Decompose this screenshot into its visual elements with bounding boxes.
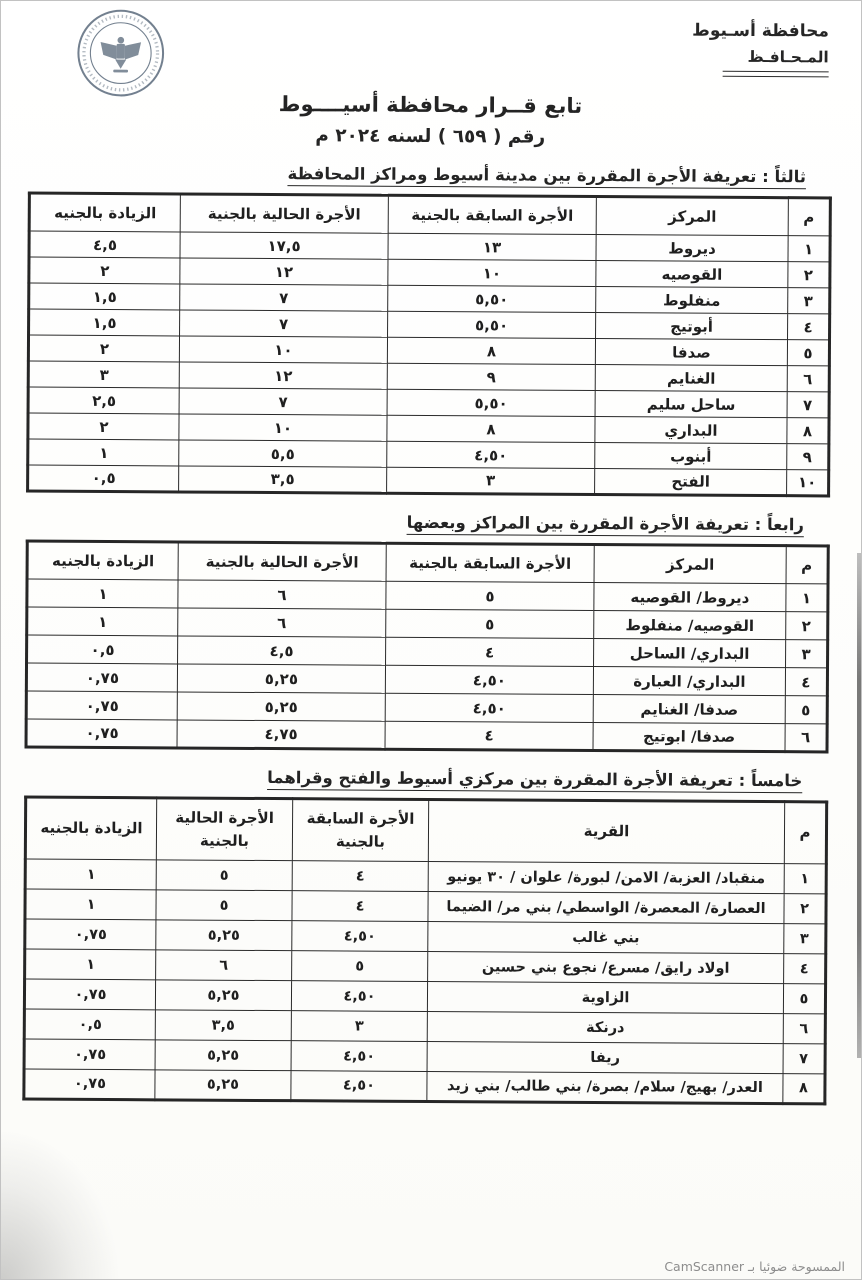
column-header: المركز bbox=[594, 545, 786, 584]
increase: ١,٥ bbox=[29, 283, 180, 310]
current-fare: ٧ bbox=[179, 388, 387, 415]
table-row bbox=[26, 719, 827, 752]
current-fare: ٦ bbox=[156, 950, 292, 981]
section-heading: ثالثاً : تعريفة الأجرة المقررة بين مدينة أسيوط ومراكز المحافظة bbox=[287, 164, 807, 187]
row-number: ٥ bbox=[785, 696, 827, 724]
increase: ٠,٧٥ bbox=[24, 979, 155, 1010]
current-fare: ١٠ bbox=[179, 336, 387, 363]
previous-fare: ٥,٥٠ bbox=[387, 389, 595, 416]
row-name: اولاد رايق/ مسرع/ نجوع بني حسين bbox=[428, 951, 784, 983]
previous-fare: ٤,٥٠ bbox=[292, 921, 428, 952]
current-fare: ٥ bbox=[156, 860, 292, 891]
column-header: الزيادة بالجنيه bbox=[29, 193, 180, 232]
increase: ٠,٥ bbox=[28, 465, 179, 492]
row-number: ١ bbox=[784, 864, 826, 894]
current-fare: ٥,٢٥ bbox=[156, 920, 292, 951]
table-row bbox=[24, 979, 825, 1014]
header-row bbox=[27, 541, 828, 584]
increase: ١ bbox=[25, 859, 156, 890]
column-header: الأجرة الحالية بالجنية bbox=[180, 194, 388, 233]
previous-fare: ٣ bbox=[387, 467, 595, 494]
row-number: ٨ bbox=[787, 418, 829, 444]
previous-fare: ٥ bbox=[386, 581, 594, 610]
column-header: الأجرة السابقة بالجنية bbox=[386, 543, 594, 582]
increase: ١ bbox=[28, 439, 179, 466]
previous-fare: ٥,٥٠ bbox=[388, 311, 596, 338]
letterhead bbox=[692, 21, 829, 78]
letterhead-header bbox=[29, 11, 833, 94]
row-name: منفلوط bbox=[596, 287, 788, 314]
previous-fare: ٤,٥٠ bbox=[291, 1041, 427, 1072]
row-name: العدر/ بهيج/ سلام/ بصرة/ بني طالب/ بني زيد bbox=[427, 1071, 783, 1103]
row-name: ريفا bbox=[427, 1041, 783, 1073]
fares-table-city-centers bbox=[26, 192, 832, 498]
section-city-to-centers bbox=[26, 163, 832, 498]
row-number: ٧ bbox=[783, 1044, 825, 1074]
row-number: ٥ bbox=[787, 340, 829, 366]
row-number: ٤ bbox=[785, 668, 827, 696]
row-name: صدفا/ ابوتيج bbox=[593, 723, 785, 752]
current-fare: ٥,٢٥ bbox=[155, 1070, 291, 1101]
column-header: م bbox=[788, 198, 830, 236]
increase: ١ bbox=[27, 607, 178, 636]
current-fare: ١٢ bbox=[180, 258, 388, 285]
row-name: ديروط bbox=[596, 235, 788, 262]
current-fare: ٥,٢٥ bbox=[155, 1040, 291, 1071]
increase: ٢ bbox=[28, 413, 179, 440]
fares-table-villages bbox=[22, 796, 828, 1106]
governor-office-title: المـحـافـظ bbox=[747, 47, 829, 67]
row-number: ٨ bbox=[783, 1074, 825, 1104]
table-row bbox=[24, 1039, 825, 1074]
current-fare: ٣,٥ bbox=[179, 466, 387, 493]
section-villages bbox=[22, 767, 828, 1106]
governorate-name: محافظة أسـيوط bbox=[692, 20, 829, 42]
increase: ٤,٥ bbox=[29, 231, 180, 258]
row-name: صدفا/ الغنايم bbox=[593, 695, 785, 724]
previous-fare: ٤,٥٠ bbox=[387, 441, 595, 468]
row-number: ٦ bbox=[785, 724, 827, 752]
previous-fare: ٩ bbox=[387, 363, 595, 390]
previous-fare: ٤,٥٠ bbox=[291, 1071, 427, 1102]
increase: ٠,٥ bbox=[27, 635, 178, 664]
table-row bbox=[25, 949, 826, 984]
scan-corner-smudge bbox=[0, 1129, 121, 1280]
previous-fare: ٥,٥٠ bbox=[388, 285, 596, 312]
row-number: ١ bbox=[786, 584, 828, 612]
row-name: ديروط/ القوصيه bbox=[594, 583, 786, 612]
row-name: منقباد/ العزبة/ الامن/ لبورة/ علوان / ٣٠ يونيو bbox=[428, 861, 784, 893]
row-number: ٣ bbox=[786, 640, 828, 668]
column-header: المركز bbox=[596, 197, 788, 236]
row-name: البداري bbox=[595, 417, 787, 444]
table-row bbox=[25, 859, 826, 894]
column-header: الزيادة بالجنيه bbox=[25, 797, 156, 860]
previous-fare: ١٠ bbox=[388, 259, 596, 286]
increase: ١,٥ bbox=[29, 309, 180, 336]
increase: ٠,٧٥ bbox=[25, 919, 156, 950]
current-fare: ٦ bbox=[178, 608, 386, 637]
current-fare: ٦ bbox=[178, 580, 386, 609]
row-number: ١ bbox=[788, 236, 830, 262]
row-name: بني غالب bbox=[428, 921, 784, 953]
section-between-centers bbox=[24, 511, 829, 754]
row-number: ٣ bbox=[784, 924, 826, 954]
column-header: الزيادة بالجنيه bbox=[27, 541, 178, 580]
current-fare: ١٢ bbox=[179, 362, 387, 389]
previous-fare: ٤,٥٠ bbox=[385, 665, 593, 694]
row-name: صدفا bbox=[595, 339, 787, 366]
row-number: ٣ bbox=[788, 288, 830, 314]
current-fare: ٤,٥ bbox=[178, 636, 386, 665]
row-name: العصارة/ المعصرة/ الواسطي/ بني مر/ الضيما bbox=[428, 891, 784, 923]
row-name: أبوتيج bbox=[596, 313, 788, 340]
row-number: ٦ bbox=[783, 1014, 825, 1044]
current-fare: ٥ bbox=[156, 890, 292, 921]
decision-number: رقم ( ٦٥٩ ) لسنه ٢٠٢٤ م bbox=[315, 125, 546, 148]
scan-streak-artifact bbox=[857, 553, 861, 1058]
row-number: ١٠ bbox=[787, 470, 829, 496]
increase: ٠,٧٥ bbox=[26, 691, 177, 720]
decision-title: تابع قــرار محافظة أسيــــوط bbox=[278, 92, 583, 118]
previous-fare: ٥ bbox=[386, 609, 594, 638]
table-row bbox=[24, 1009, 825, 1044]
header-row bbox=[29, 193, 830, 236]
row-name: البداري/ الساحل bbox=[594, 639, 786, 668]
table-row bbox=[24, 1069, 825, 1104]
column-header: الأجرة الحالية بالجنية bbox=[178, 542, 386, 581]
current-fare: ١٧,٥ bbox=[180, 232, 388, 259]
increase: ٠,٧٥ bbox=[26, 719, 177, 748]
current-fare: ٥,٢٥ bbox=[177, 692, 385, 721]
row-number: ٢ bbox=[786, 612, 828, 640]
governorate-seal-icon bbox=[74, 7, 167, 104]
row-number: ٦ bbox=[787, 366, 829, 392]
current-fare: ٧ bbox=[180, 310, 388, 337]
row-number: ٩ bbox=[787, 444, 829, 470]
increase: ٠,٧٥ bbox=[26, 663, 177, 692]
row-number: ٤ bbox=[784, 954, 826, 984]
previous-fare: ٤ bbox=[386, 637, 594, 666]
increase: ٣ bbox=[28, 361, 179, 388]
section-heading: رابعاً : تعريفة الأجرة المقررة بين المراكز وبعضها bbox=[406, 512, 804, 535]
row-name: القوصيه/ منفلوط bbox=[594, 611, 786, 640]
current-fare: ١٠ bbox=[179, 414, 387, 441]
column-header: م bbox=[784, 802, 826, 864]
row-name: البداري/ العبارة bbox=[593, 667, 785, 696]
column-header: م bbox=[786, 546, 828, 584]
camscanner-watermark: الممسوحة ضوئيا بـ CamScanner bbox=[664, 1259, 845, 1274]
row-number: ٤ bbox=[788, 314, 830, 340]
row-name: الفتح bbox=[595, 469, 787, 496]
row-name: درنكة bbox=[427, 1011, 783, 1043]
increase: ٠,٧٥ bbox=[24, 1069, 155, 1100]
increase: ١ bbox=[27, 579, 178, 608]
section-heading: خامساً : تعريفة الأجرة المقررة بين مركزي أسيوط والفتح وقراهما bbox=[267, 768, 803, 791]
column-header: الأجرة الحالية بالجنية bbox=[156, 798, 292, 861]
row-name: الغنايم bbox=[595, 365, 787, 392]
increase: ٠,٥ bbox=[24, 1009, 155, 1040]
current-fare: ٧ bbox=[180, 284, 388, 311]
row-name: ساحل سليم bbox=[595, 391, 787, 418]
row-number: ٧ bbox=[787, 392, 829, 418]
row-name: أبنوب bbox=[595, 443, 787, 470]
increase: ١ bbox=[25, 949, 156, 980]
table-row bbox=[25, 889, 826, 924]
increase: ٢,٥ bbox=[28, 387, 179, 414]
column-header: الأجرة السابقة بالجنية bbox=[388, 195, 596, 234]
previous-fare: ٤,٥٠ bbox=[385, 693, 593, 722]
increase: ٢ bbox=[28, 335, 179, 362]
row-number: ٢ bbox=[784, 894, 826, 924]
previous-fare: ٤ bbox=[292, 891, 428, 922]
row-name: القوصيه bbox=[596, 261, 788, 288]
current-fare: ٥,٥ bbox=[179, 440, 387, 467]
fares-table-between-centers bbox=[24, 540, 829, 754]
previous-fare: ٣ bbox=[291, 1011, 427, 1042]
current-fare: ٤,٧٥ bbox=[177, 720, 385, 749]
double-rule bbox=[723, 71, 829, 78]
table-row bbox=[25, 919, 826, 954]
previous-fare: ٥ bbox=[292, 951, 428, 982]
current-fare: ٥,٢٥ bbox=[177, 664, 385, 693]
column-header: الأجرة السابقة بالجنية bbox=[292, 799, 428, 862]
column-header: القرية bbox=[428, 800, 784, 864]
previous-fare: ٤,٥٠ bbox=[291, 981, 427, 1012]
row-number: ٢ bbox=[788, 262, 830, 288]
row-number: ٥ bbox=[783, 984, 825, 1014]
increase: ١ bbox=[25, 889, 156, 920]
previous-fare: ٨ bbox=[387, 415, 595, 442]
table-row bbox=[28, 465, 829, 496]
current-fare: ٣,٥ bbox=[155, 1010, 291, 1041]
increase: ٠,٧٥ bbox=[24, 1039, 155, 1070]
row-name: الزاوية bbox=[427, 981, 783, 1013]
header-row bbox=[25, 797, 826, 864]
increase: ٢ bbox=[29, 257, 180, 284]
previous-fare: ١٣ bbox=[388, 233, 596, 260]
previous-fare: ٤ bbox=[385, 721, 593, 750]
previous-fare: ٨ bbox=[387, 337, 595, 364]
current-fare: ٥,٢٥ bbox=[155, 980, 291, 1011]
previous-fare: ٤ bbox=[292, 861, 428, 892]
